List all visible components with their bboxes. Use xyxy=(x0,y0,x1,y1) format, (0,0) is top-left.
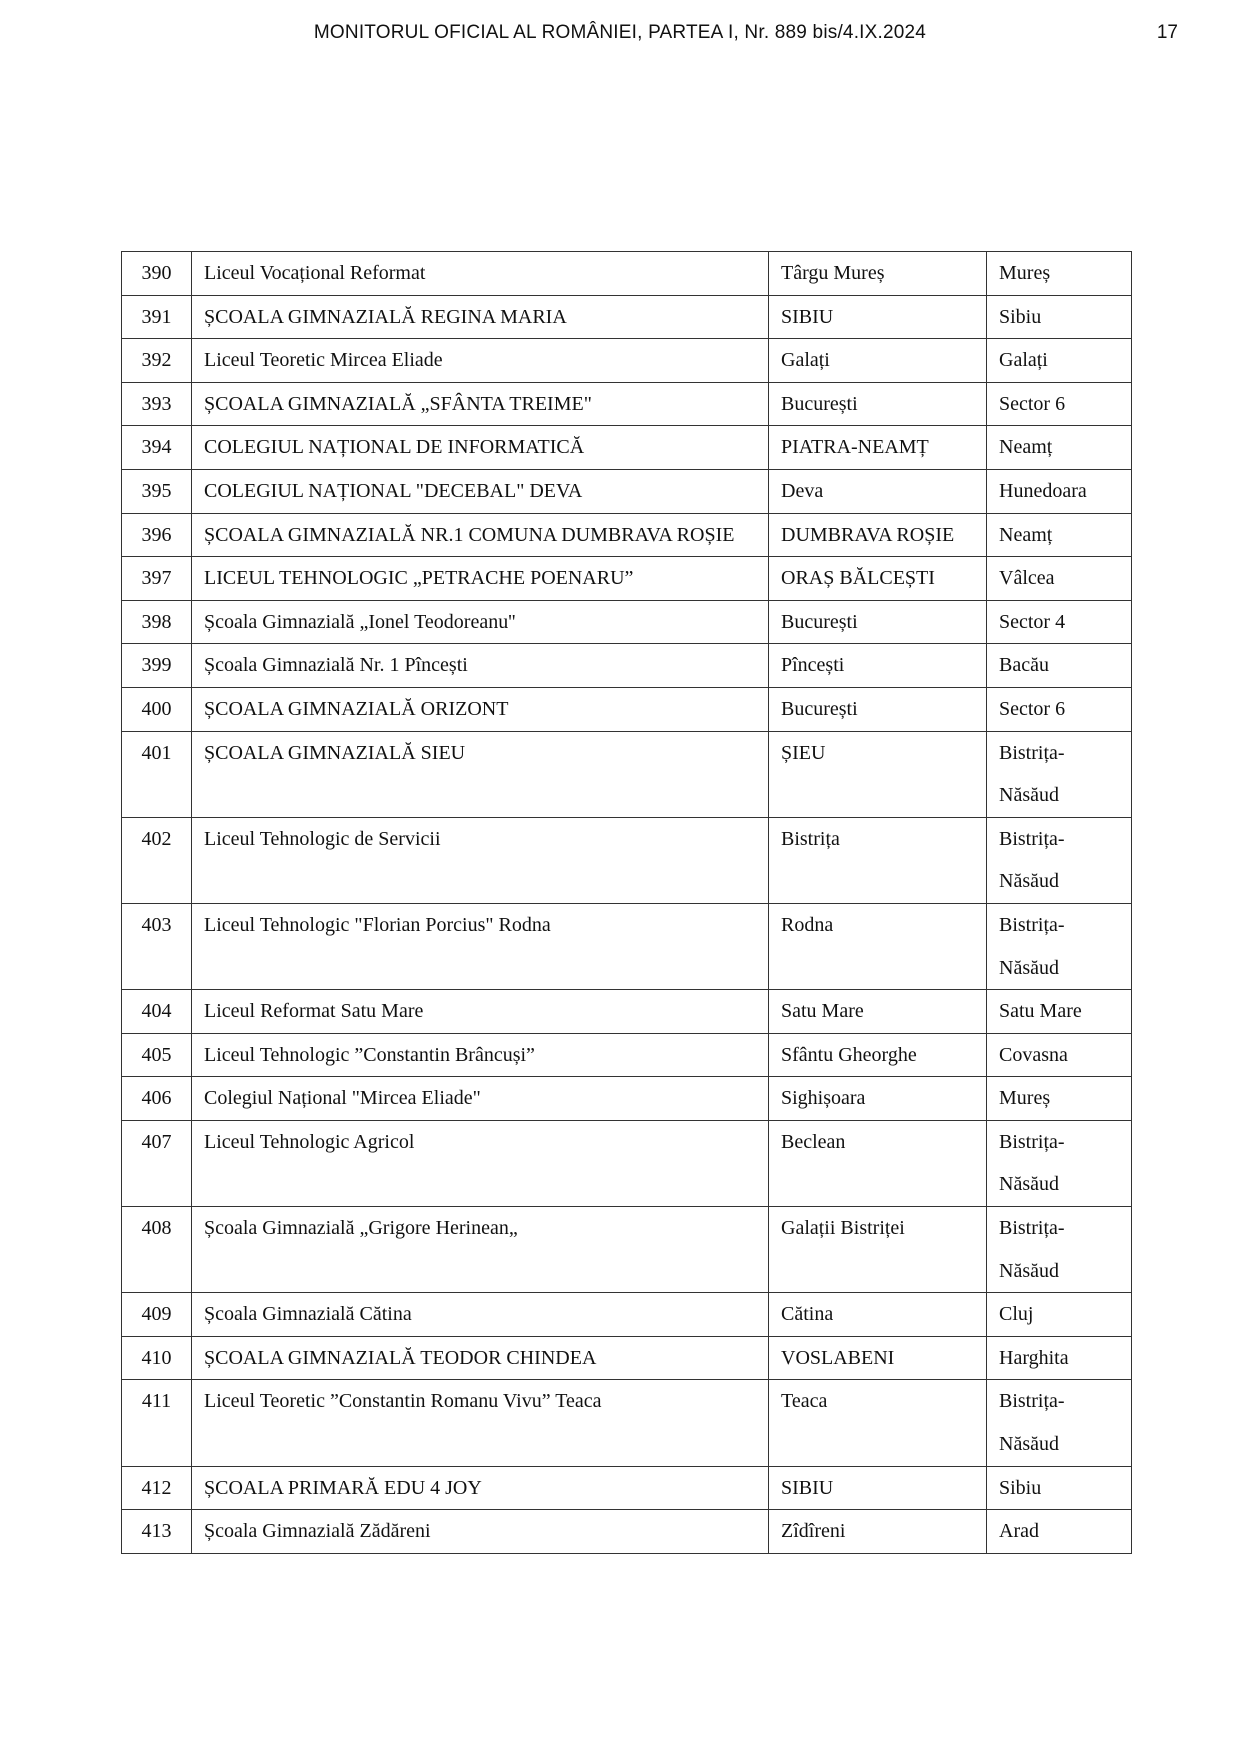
table-row xyxy=(122,1293,1132,1337)
school-name-cell: COLEGIUL NAȚIONAL "DECEBAL" DEVA xyxy=(192,469,769,513)
school-name-cell: ȘCOALA GIMNAZIALĂ „SFÂNTA TREIME" xyxy=(192,382,769,426)
locality-cell: Deva xyxy=(769,469,987,513)
county-cell: Mureș xyxy=(987,1077,1132,1121)
school-name-cell: Școala Gimnazială „Grigore Herinean„ xyxy=(192,1207,769,1293)
row-number-cell: 393 xyxy=(122,382,192,426)
county-cell: Sector 4 xyxy=(987,600,1132,644)
schools-table-body xyxy=(122,252,1132,1554)
school-name-cell: ȘCOALA GIMNAZIALĂ REGINA MARIA xyxy=(192,295,769,339)
county-cell: Bistrița-Năsăud xyxy=(987,731,1132,817)
row-number-cell: 396 xyxy=(122,513,192,557)
row-number-cell: 412 xyxy=(122,1466,192,1510)
locality-cell: București xyxy=(769,382,987,426)
row-number-cell: 395 xyxy=(122,469,192,513)
locality-cell: Sfântu Gheorghe xyxy=(769,1033,987,1077)
table-row xyxy=(122,687,1132,731)
table-row xyxy=(122,1033,1132,1077)
row-number-cell: 406 xyxy=(122,1077,192,1121)
school-name-cell: LICEUL TEHNOLOGIC „PETRACHE POENARU” xyxy=(192,557,769,601)
table-row xyxy=(122,644,1132,688)
county-cell: Neamț xyxy=(987,513,1132,557)
locality-cell: Satu Mare xyxy=(769,990,987,1034)
locality-cell: Târgu Mureș xyxy=(769,252,987,296)
school-name-cell: ȘCOALA GIMNAZIALĂ TEODOR CHINDEA xyxy=(192,1336,769,1380)
school-name-cell: Liceul Teoretic ”Constantin Romanu Vivu” Teaca xyxy=(192,1380,769,1466)
county-cell: Bacău xyxy=(987,644,1132,688)
locality-cell: ORAȘ BĂLCEȘTI xyxy=(769,557,987,601)
school-name-cell: ȘCOALA GIMNAZIALĂ ORIZONT xyxy=(192,687,769,731)
locality-cell: VOSLABENI xyxy=(769,1336,987,1380)
school-name-cell: Liceul Teoretic Mircea Eliade xyxy=(192,339,769,383)
county-cell: Sibiu xyxy=(987,295,1132,339)
locality-cell: Cătina xyxy=(769,1293,987,1337)
county-cell: Arad xyxy=(987,1510,1132,1554)
table-row xyxy=(122,731,1132,817)
school-name-cell: Liceul Reformat Satu Mare xyxy=(192,990,769,1034)
school-name-cell: ȘCOALA GIMNAZIALĂ SIEU xyxy=(192,731,769,817)
school-name-cell: Liceul Vocațional Reformat xyxy=(192,252,769,296)
table-row xyxy=(122,1466,1132,1510)
locality-cell: Galați xyxy=(769,339,987,383)
locality-cell: Sighișoara xyxy=(769,1077,987,1121)
locality-cell: Teaca xyxy=(769,1380,987,1466)
table-row xyxy=(122,252,1132,296)
row-number-cell: 391 xyxy=(122,295,192,339)
school-name-cell: Școala Gimnazială „Ionel Teodoreanu'' xyxy=(192,600,769,644)
row-number-cell: 390 xyxy=(122,252,192,296)
locality-cell: Rodna xyxy=(769,903,987,989)
county-cell: Hunedoara xyxy=(987,469,1132,513)
county-cell: Covasna xyxy=(987,1033,1132,1077)
locality-cell: DUMBRAVA ROȘIE xyxy=(769,513,987,557)
table-row xyxy=(122,1336,1132,1380)
row-number-cell: 394 xyxy=(122,426,192,470)
table-row xyxy=(122,557,1132,601)
row-number-cell: 405 xyxy=(122,1033,192,1077)
row-number-cell: 413 xyxy=(122,1510,192,1554)
county-cell: Harghita xyxy=(987,1336,1132,1380)
county-cell: Bistrița-Năsăud xyxy=(987,903,1132,989)
table-row xyxy=(122,1077,1132,1121)
row-number-cell: 397 xyxy=(122,557,192,601)
county-cell: Sector 6 xyxy=(987,382,1132,426)
county-cell: Cluj xyxy=(987,1293,1132,1337)
table-row xyxy=(122,817,1132,903)
locality-cell: București xyxy=(769,600,987,644)
county-cell: Bistrița-Năsăud xyxy=(987,1207,1132,1293)
school-name-cell: Școala Gimnazială Nr. 1 Pîncești xyxy=(192,644,769,688)
table-row xyxy=(122,600,1132,644)
row-number-cell: 399 xyxy=(122,644,192,688)
locality-cell: SIBIU xyxy=(769,1466,987,1510)
row-number-cell: 398 xyxy=(122,600,192,644)
county-cell: Neamț xyxy=(987,426,1132,470)
county-cell: Bistrița-Năsăud xyxy=(987,1380,1132,1466)
school-name-cell: Școala Gimnazială Zădăreni xyxy=(192,1510,769,1554)
table-row xyxy=(122,469,1132,513)
row-number-cell: 410 xyxy=(122,1336,192,1380)
county-cell: Mureș xyxy=(987,252,1132,296)
row-number-cell: 407 xyxy=(122,1120,192,1206)
county-cell: Galați xyxy=(987,339,1132,383)
table-row xyxy=(122,339,1132,383)
row-number-cell: 404 xyxy=(122,990,192,1034)
row-number-cell: 392 xyxy=(122,339,192,383)
county-cell: Bistrița-Năsăud xyxy=(987,1120,1132,1206)
school-name-cell: Liceul Tehnologic ”Constantin Brâncuși” xyxy=(192,1033,769,1077)
row-number-cell: 403 xyxy=(122,903,192,989)
table-row xyxy=(122,1120,1132,1206)
school-name-cell: Liceul Tehnologic Agricol xyxy=(192,1120,769,1206)
table-row xyxy=(122,513,1132,557)
table-row xyxy=(122,1207,1132,1293)
locality-cell: Zîdîreni xyxy=(769,1510,987,1554)
locality-cell: Galații Bistriței xyxy=(769,1207,987,1293)
table-row xyxy=(122,382,1132,426)
locality-cell: SIBIU xyxy=(769,295,987,339)
school-name-cell: Liceul Tehnologic de Servicii xyxy=(192,817,769,903)
table-row xyxy=(122,903,1132,989)
table-row xyxy=(122,1380,1132,1466)
county-cell: Bistrița-Năsăud xyxy=(987,817,1132,903)
table-row xyxy=(122,1510,1132,1554)
school-name-cell: ȘCOALA PRIMARĂ EDU 4 JOY xyxy=(192,1466,769,1510)
schools-table xyxy=(121,251,1132,1554)
school-name-cell: Liceul Tehnologic "Florian Porcius" Rodna xyxy=(192,903,769,989)
row-number-cell: 402 xyxy=(122,817,192,903)
locality-cell: PIATRA-NEAMȚ xyxy=(769,426,987,470)
row-number-cell: 411 xyxy=(122,1380,192,1466)
row-number-cell: 400 xyxy=(122,687,192,731)
table-row xyxy=(122,426,1132,470)
school-name-cell: Colegiul Național "Mircea Eliade" xyxy=(192,1077,769,1121)
school-name-cell: COLEGIUL NAȚIONAL DE INFORMATICĂ xyxy=(192,426,769,470)
county-cell: Satu Mare xyxy=(987,990,1132,1034)
county-cell: Sibiu xyxy=(987,1466,1132,1510)
locality-cell: București xyxy=(769,687,987,731)
row-number-cell: 408 xyxy=(122,1207,192,1293)
locality-cell: Bistrița xyxy=(769,817,987,903)
school-name-cell: ȘCOALA GIMNAZIALĂ NR.1 COMUNA DUMBRAVA ROȘIE xyxy=(192,513,769,557)
table-row xyxy=(122,295,1132,339)
page-header-title: MONITORUL OFICIAL AL ROMÂNIEI, PARTEA I, Nr. 889 bis/4.IX.2024 xyxy=(313,22,927,43)
county-cell: Vâlcea xyxy=(987,557,1132,601)
table-row xyxy=(122,990,1132,1034)
locality-cell: Beclean xyxy=(769,1120,987,1206)
locality-cell: ȘIEU xyxy=(769,731,987,817)
page-number: 17 xyxy=(1156,22,1178,43)
county-cell: Sector 6 xyxy=(987,687,1132,731)
school-name-cell: Școala Gimnazială Cătina xyxy=(192,1293,769,1337)
row-number-cell: 401 xyxy=(122,731,192,817)
locality-cell: Pîncești xyxy=(769,644,987,688)
row-number-cell: 409 xyxy=(122,1293,192,1337)
